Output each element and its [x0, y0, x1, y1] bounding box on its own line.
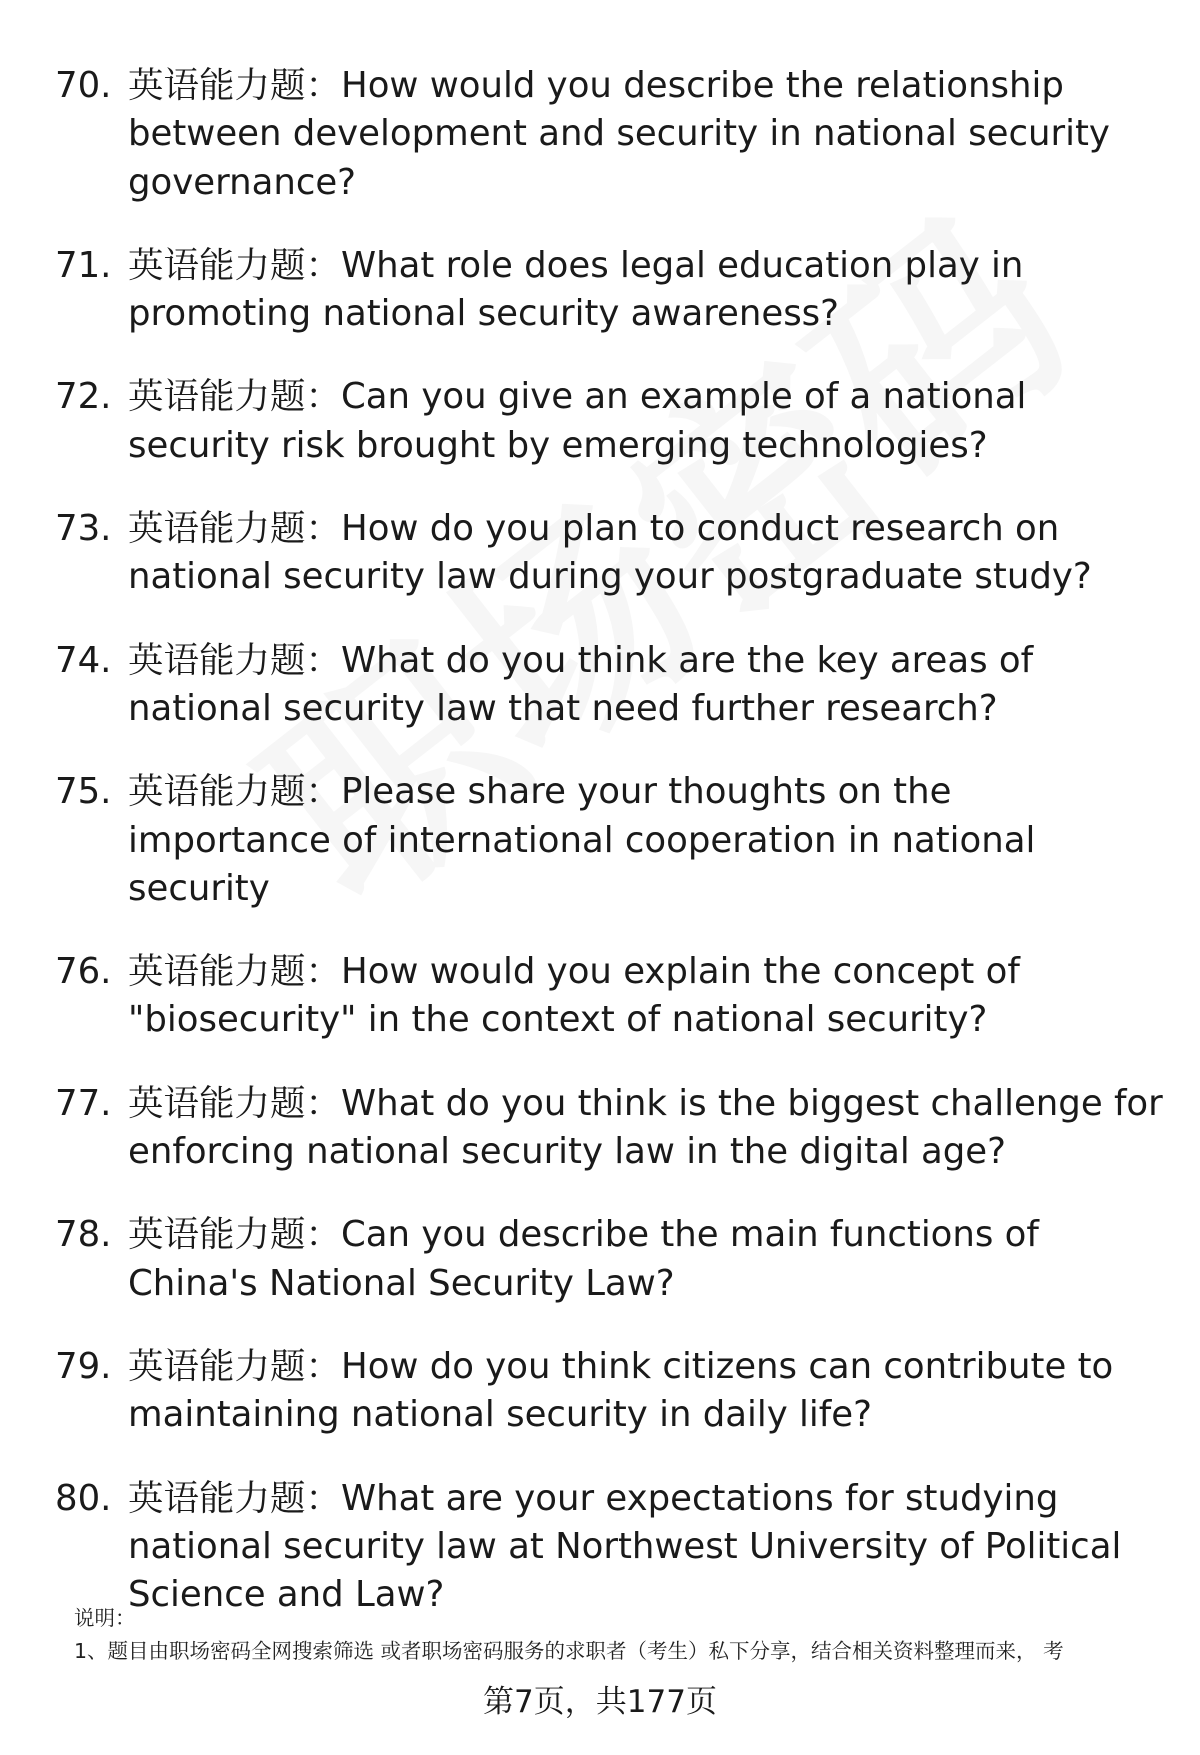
question-item — [55, 62, 1165, 207]
question-label: 英语能力题： — [128, 508, 342, 550]
question-text: How do you plan to conduct research on national security law during your postgraduate study? — [128, 508, 1092, 598]
question-item — [55, 1211, 1165, 1308]
question-number: 73. — [55, 508, 112, 550]
question-text: Can you describe the main functions of China's National Security Law? — [128, 1214, 1039, 1304]
question-body — [128, 1343, 1165, 1440]
question-label: 英语能力题： — [128, 1345, 342, 1387]
question-text: Can you give an example of a national security risk brought by emerging technologies? — [128, 376, 1027, 466]
question-label: 英语能力题： — [128, 1477, 342, 1519]
question-text: How do you think citizens can contribute to maintaining national security in daily life? — [128, 1345, 1114, 1436]
question-body — [128, 1211, 1165, 1308]
question-body — [128, 505, 1165, 602]
question-text: How would you explain the concept of "biosecurity" in the context of national security? — [128, 951, 1020, 1041]
question-body — [128, 1475, 1165, 1620]
question-number: 72. — [55, 376, 112, 418]
question-label: 英语能力题： — [128, 771, 342, 813]
question-item — [55, 948, 1165, 1045]
question-body — [128, 373, 1165, 470]
question-item — [55, 1475, 1165, 1620]
question-text: What role does legal education play in promoting national security awareness? — [128, 244, 1024, 335]
question-item — [55, 373, 1165, 470]
question-number: 78. — [55, 1214, 112, 1256]
notes-heading: 说明： — [74, 1606, 136, 1630]
question-text: What do you think is the biggest challenge for enforcing national security law in the digital age? — [128, 1082, 1163, 1173]
question-body — [128, 768, 1165, 913]
question-number: 80. — [55, 1477, 112, 1519]
question-item — [55, 1343, 1165, 1440]
question-text: What are your expectations for studying national security law at Northwest University of Political Science and Law? — [128, 1477, 1122, 1616]
question-text: Please share your thoughts on the importance of international cooperation in national security — [128, 771, 1036, 909]
question-item — [55, 1080, 1165, 1177]
question-number: 79. — [55, 1345, 112, 1387]
page-number: 第7页，共177页 — [483, 1684, 717, 1720]
question-body — [128, 1080, 1165, 1177]
question-text: How would you describe the relationship between development and security in national security governance? — [128, 65, 1110, 203]
question-item — [55, 768, 1165, 913]
question-label: 英语能力题： — [128, 244, 342, 286]
question-list — [55, 62, 1165, 1654]
question-label: 英语能力题： — [128, 951, 342, 993]
question-number: 71. — [55, 244, 112, 286]
question-label: 英语能力题： — [128, 376, 342, 418]
question-label: 英语能力题： — [128, 1214, 342, 1256]
question-number: 76. — [55, 951, 112, 993]
question-body — [128, 948, 1165, 1045]
question-body — [128, 242, 1165, 339]
question-item — [55, 637, 1165, 734]
question-body — [128, 62, 1165, 207]
question-label: 英语能力题： — [128, 65, 342, 106]
question-item — [55, 242, 1165, 339]
question-number: 70. — [55, 65, 112, 106]
question-text: What do you think are the key areas of national security law that need further research? — [128, 639, 1034, 729]
question-number: 75. — [55, 771, 112, 813]
question-number: 74. — [55, 639, 112, 681]
question-number: 77. — [55, 1082, 112, 1124]
question-label: 英语能力题： — [128, 1082, 342, 1124]
question-label: 英语能力题： — [128, 639, 342, 681]
question-item — [55, 505, 1165, 602]
notes-line: 1、题目由职场密码全网搜索筛选 或者职场密码服务的求职者（考生）私下分享，结合相关资料整理而来， 考 — [74, 1639, 1064, 1663]
notes-section — [74, 1602, 1064, 1668]
question-body — [128, 637, 1165, 734]
